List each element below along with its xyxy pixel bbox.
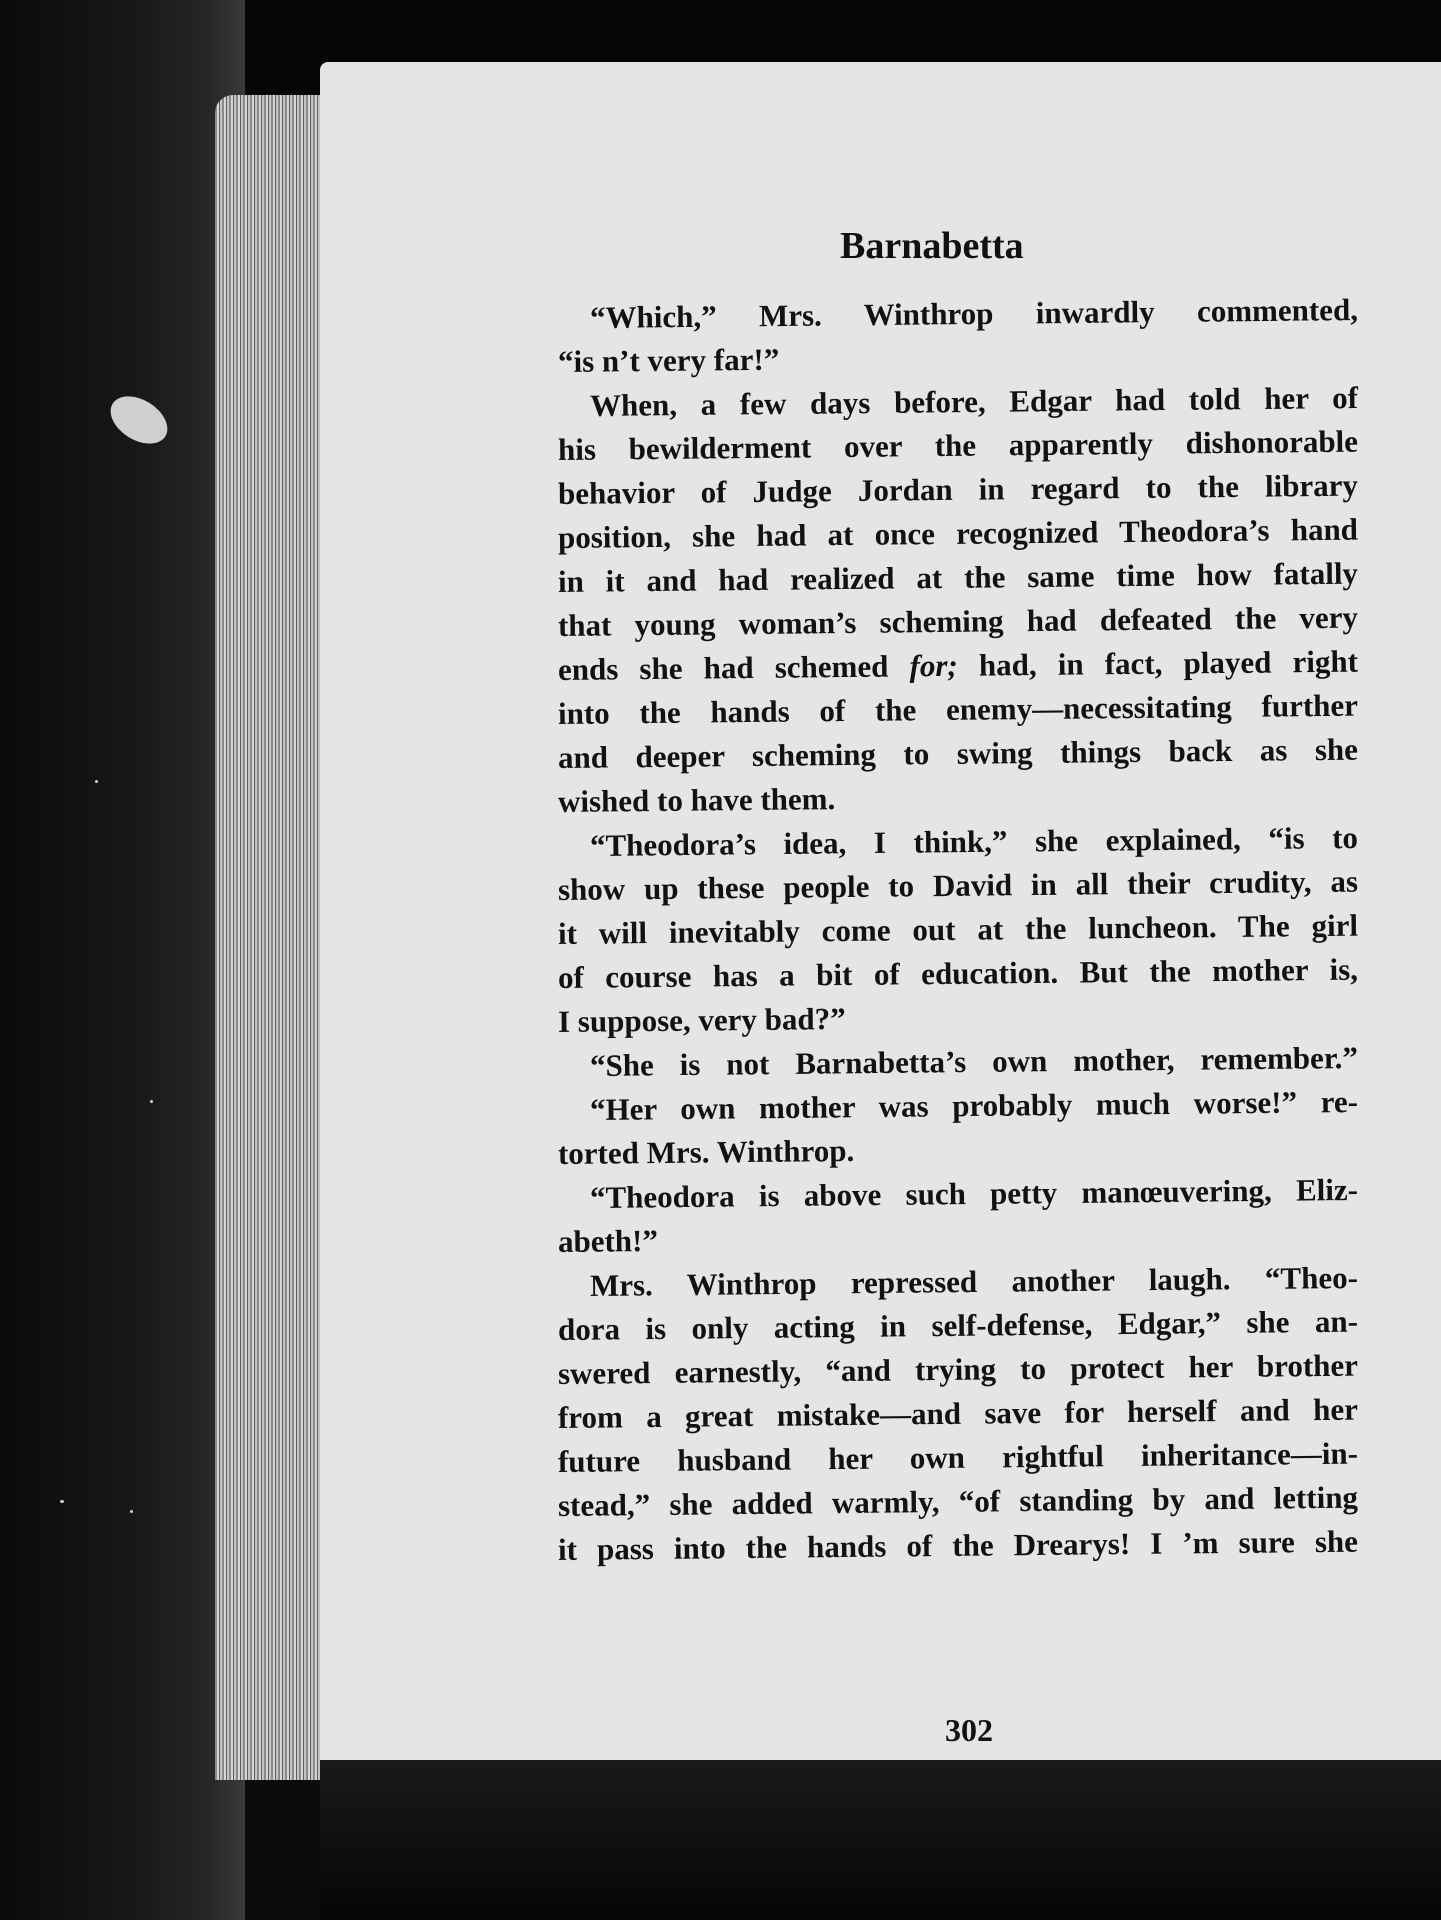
page-stack-edge <box>215 95 330 1780</box>
scan-speck <box>130 1510 133 1513</box>
text-line: I suppose, very bad?” <box>557 1000 846 1039</box>
text-line: swered earnestly, “and trying to protect her brother <box>557 1347 1359 1391</box>
text-line: of course has a bit of education. But the mother is, <box>557 951 1359 995</box>
text-line: torted Mrs. Winthrop. <box>557 1132 855 1171</box>
text-line: “Theodora is above such petty manœuvering, Eliz- <box>589 1171 1359 1215</box>
text-line: his bewilderment over the apparently dishonorable <box>557 423 1359 467</box>
text-line: “Theodora’s idea, I think,” she explained, “is to <box>589 819 1359 863</box>
text-line: Mrs. Winthrop repressed another laugh. “Theo- <box>589 1259 1359 1303</box>
text-line: ends she had schemed for; had, in fact, played right <box>557 643 1359 687</box>
text-line: that young woman’s scheming had defeated the very <box>557 599 1359 643</box>
page-bottom-shadow <box>320 1760 1441 1920</box>
text-line: abeth!” <box>557 1222 659 1259</box>
text-line: dora is only acting in self-defense, Edgar,” she an- <box>557 1303 1359 1347</box>
text-line: from a great mistake—and save for herself and her <box>557 1391 1359 1435</box>
italic-word: for; <box>909 647 958 684</box>
text-line: “She is not Barnabetta’s own mother, remember.” <box>589 1039 1359 1083</box>
text-line: stead,” she added warmly, “of standing by and letting <box>557 1479 1359 1523</box>
paper-fragment <box>102 387 176 454</box>
text-line: “Her own mother was probably much worse!” re- <box>589 1083 1359 1127</box>
text-line: “is n’t very far!” <box>557 341 780 379</box>
text-line: show up these people to David in all their crudity, as <box>557 863 1359 907</box>
text-line: When, a few days before, Edgar had told her of <box>589 379 1359 423</box>
text-line: and deeper scheming to swing things back as she <box>557 731 1359 775</box>
text-line: position, she had at once recognized Theodora’s hand <box>557 511 1359 555</box>
scan-speck <box>95 780 98 783</box>
scan-left-border <box>0 0 245 1920</box>
text-line: into the hands of the enemy—necessitating further <box>557 687 1359 731</box>
text-line: future husband her own rightful inheritance—in- <box>557 1435 1359 1479</box>
text-line: in it and had realized at the same time how fatally <box>557 555 1359 599</box>
text-line: “Which,” Mrs. Winthrop inwardly commented, <box>589 291 1359 335</box>
scan-speck <box>150 1100 153 1103</box>
text-line: it pass into the hands of the Drearys! I ’m sure she <box>557 1523 1359 1567</box>
running-head: Barnabetta <box>840 225 1024 267</box>
page-number: 302 <box>945 1712 993 1748</box>
text-line: behavior of Judge Jordan in regard to the library <box>557 467 1359 511</box>
text-line: it will inevitably come out at the luncheon. The girl <box>557 907 1359 951</box>
scan-speck <box>60 1500 64 1503</box>
text-line: wished to have them. <box>557 781 836 819</box>
